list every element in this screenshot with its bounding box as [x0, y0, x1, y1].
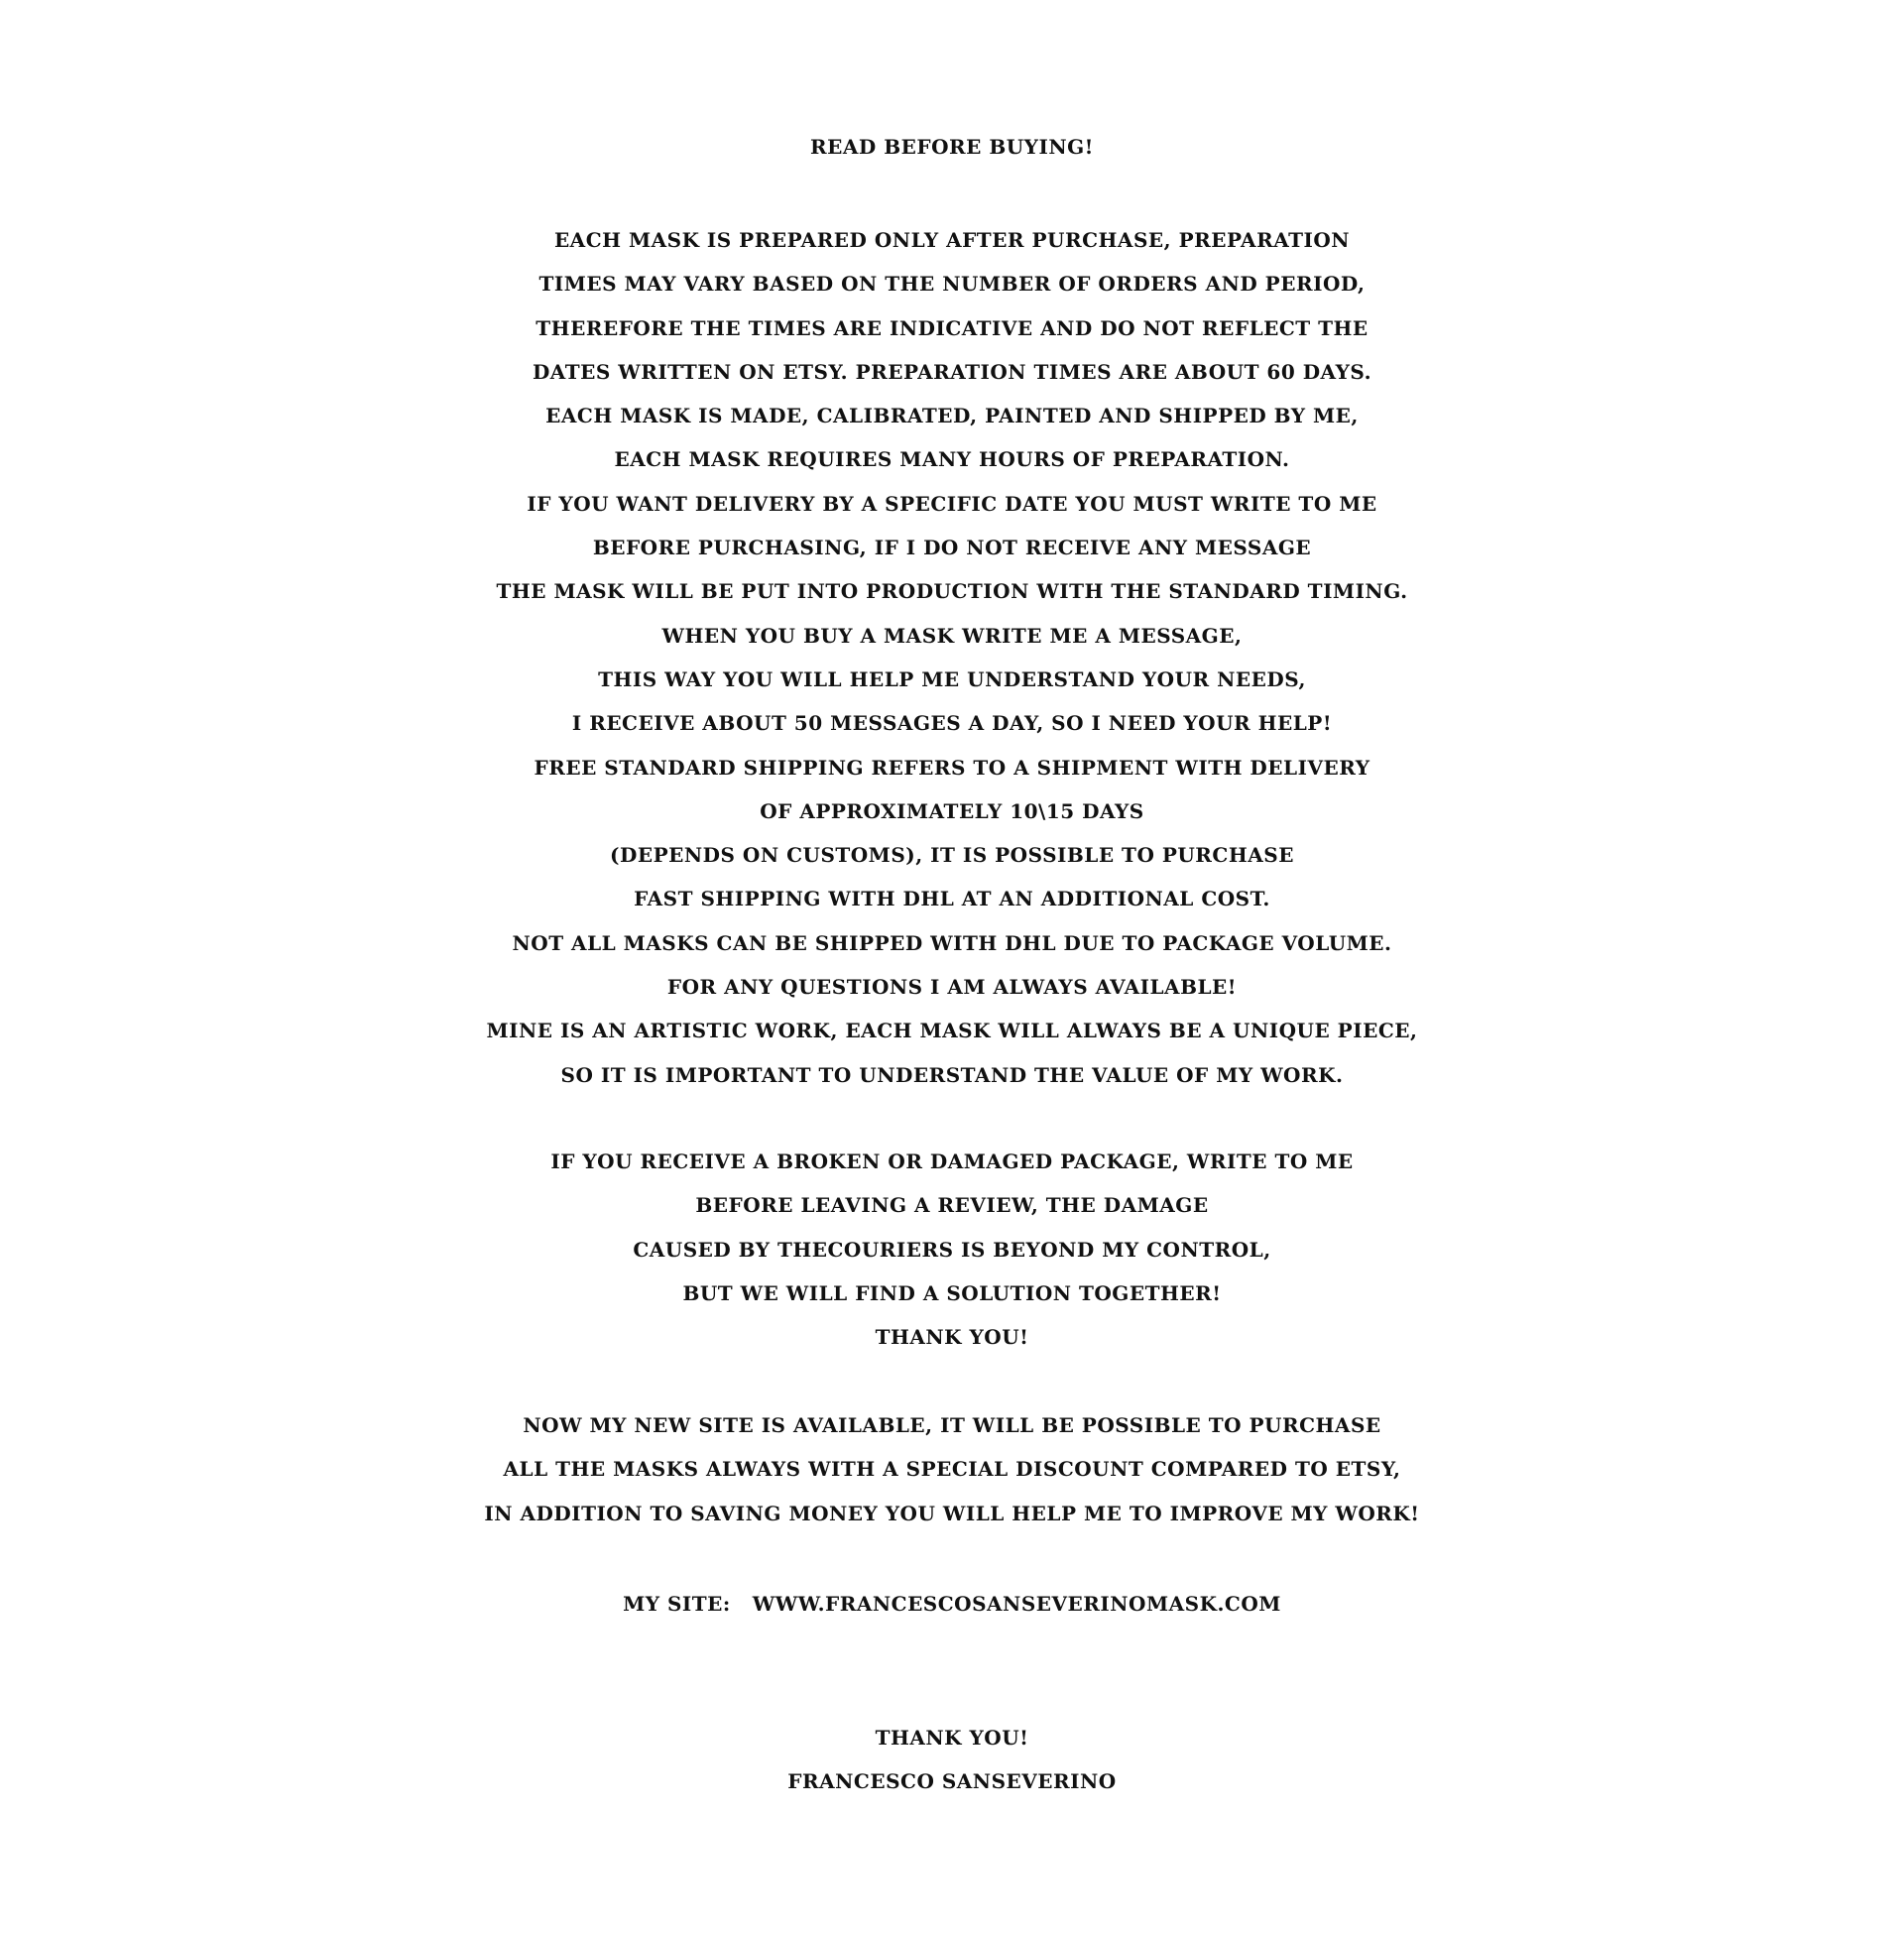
text-line: IN ADDITION TO SAVING MONEY YOU WILL HELP ME TO IMPROVE MY WORK! [484, 1501, 1420, 1525]
text-line: SO IT IS IMPORTANT TO UNDERSTAND THE VALUE OF MY WORK. [560, 1062, 1344, 1087]
site-url: WWW.FRANCESCOSANSEVERINOMASK.COM [752, 1592, 1281, 1616]
text-line: OF APPROXIMATELY 10\15 DAYS [760, 798, 1144, 823]
text-line: EACH MASK IS MADE, CALIBRATED, PAINTED AND SHIPPED BY ME, [545, 404, 1359, 428]
closing [0, 1716, 1904, 1803]
signature: FRANCESCO SANSEVERINO [787, 1769, 1117, 1793]
text-line: FAST SHIPPING WITH DHL AT AN ADDITIONAL COST. [634, 887, 1270, 911]
closing-thanks: THANK YOU! [875, 1726, 1029, 1750]
site-label: MY SITE: [623, 1592, 731, 1616]
text-line: THIS WAY YOU WILL HELP ME UNDERSTAND YOUR NEEDS, [598, 666, 1306, 691]
preparation-paragraph [0, 218, 1904, 1097]
title-text: READ BEFORE BUYING! [810, 135, 1094, 159]
text-line: THEREFORE THE TIMES ARE INDICATIVE AND DO NOT REFLECT THE [536, 315, 1368, 340]
text-line: THE MASK WILL BE PUT INTO PRODUCTION WITH THE STANDARD TIMING. [496, 579, 1408, 604]
text-line: IF YOU WANT DELIVERY BY A SPECIFIC DATE YOU MUST WRITE TO ME [527, 491, 1377, 516]
text-line: BEFORE PURCHASING, IF I DO NOT RECEIVE ANY MESSAGE [592, 536, 1312, 560]
text-line: FREE STANDARD SHIPPING REFERS TO A SHIPMENT WITH DELIVERY [534, 755, 1370, 780]
new-site-paragraph [0, 1403, 1904, 1535]
text-line: EACH MASK REQUIRES MANY HOURS OF PREPARATION. [614, 447, 1290, 472]
damage-paragraph [0, 1140, 1904, 1359]
text-line: BEFORE LEAVING A REVIEW, THE DAMAGE [695, 1193, 1209, 1218]
text-line: CAUSED BY THECOURIERS IS BEYOND MY CONTROL, [633, 1237, 1271, 1262]
text-line: DATES WRITTEN ON ETSY. PREPARATION TIMES ARE ABOUT 60 DAYS. [532, 359, 1372, 384]
text-line: NOT ALL MASKS CAN BE SHIPPED WITH DHL DUE TO PACKAGE VOLUME. [512, 930, 1392, 955]
text-line: TIMES MAY VARY BASED ON THE NUMBER OF ORDERS AND PERIOD, [538, 272, 1366, 297]
text-line: WHEN YOU BUY A MASK WRITE ME A MESSAGE, [661, 623, 1243, 648]
text-line: EACH MASK IS PREPARED ONLY AFTER PURCHASE, PREPARATION [553, 228, 1351, 252]
text-line: FOR ANY QUESTIONS I AM ALWAYS AVAILABLE! [666, 975, 1238, 1000]
text-line: MINE IS AN ARTISTIC WORK, EACH MASK WILL ALWAYS BE A UNIQUE PIECE, [486, 1019, 1418, 1043]
text-line: IF YOU RECEIVE A BROKEN OR DAMAGED PACKAGE, WRITE TO ME [550, 1149, 1354, 1173]
text-line: I RECEIVE ABOUT 50 MESSAGES A DAY, SO I NEED YOUR HELP! [571, 711, 1333, 736]
text-line: NOW MY NEW SITE IS AVAILABLE, IT WILL BE POSSIBLE TO PURCHASE [523, 1413, 1381, 1437]
text-line: ALL THE MASKS ALWAYS WITH A SPECIAL DISCOUNT COMPARED TO ETSY, [503, 1457, 1401, 1482]
text-line: (DEPENDS ON CUSTOMS), IT IS POSSIBLE TO PURCHASE [610, 843, 1294, 868]
site-line [0, 1582, 1904, 1626]
notice-title [0, 125, 1904, 169]
text-line: THANK YOU! [875, 1325, 1029, 1350]
text-line: BUT WE WILL FIND A SOLUTION TOGETHER! [682, 1280, 1222, 1305]
